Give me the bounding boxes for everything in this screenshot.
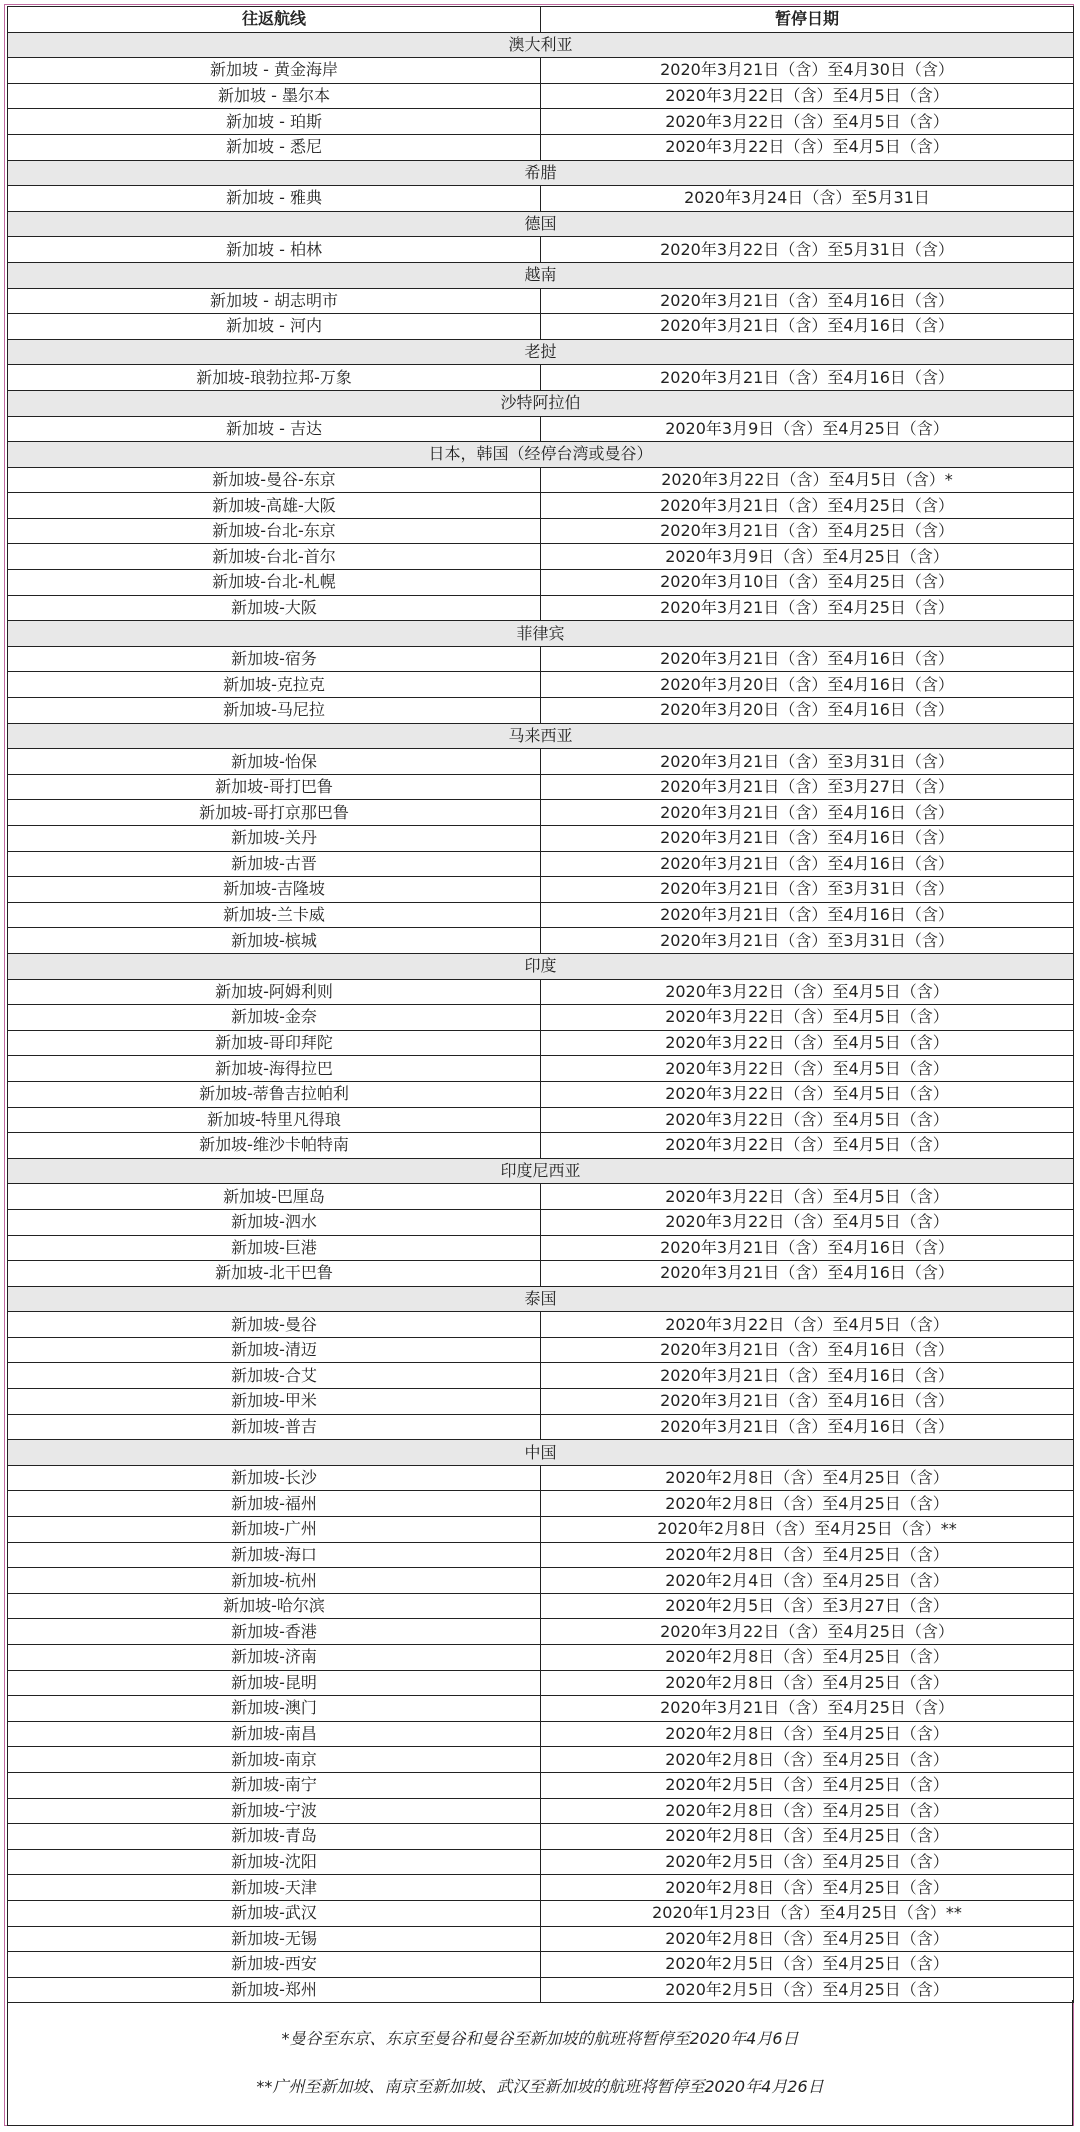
period-cell: 2020年3月22日（含）至4月5日（含） [541,1133,1074,1159]
route-cell: 新加坡-台北-东京 [8,518,541,544]
period-cell: 2020年2月8日（含）至4月25日（含） [541,1747,1074,1773]
period-cell: 2020年3月22日（含）至4月5日（含） [541,1184,1074,1210]
table-row [8,1414,1074,1440]
route-cell: 新加坡-槟城 [8,928,541,954]
period-cell: 2020年3月21日（含）至4月16日（含） [541,288,1074,314]
period-cell: 2020年2月5日（含）至4月25日（含） [541,1849,1074,1875]
period-cell: 2020年3月24日（含）至5月31日 [541,186,1074,212]
table-row [8,1005,1074,1031]
table-row [8,1363,1074,1389]
period-cell: 2020年3月21日（含）至4月16日（含） [541,1363,1074,1389]
period-cell: 2020年3月21日（含）至4月16日（含） [541,646,1074,672]
period-cell: 2020年3月9日（含）至4月25日（含） [541,416,1074,442]
route-cell: 新加坡-广州 [8,1517,541,1543]
table-row [8,544,1074,570]
table-row [8,1772,1074,1798]
table-row [8,1593,1074,1619]
table-row [8,1977,1074,2003]
route-cell: 新加坡-合艾 [8,1363,541,1389]
period-cell: 2020年3月22日（含）至4月25日（含） [541,1619,1074,1645]
table-row [8,1107,1074,1133]
period-cell: 2020年1月23日（含）至4月25日（含）** [541,1900,1074,1926]
period-cell: 2020年3月21日（含）至3月31日（含） [541,877,1074,903]
period-cell: 2020年3月21日（含）至3月31日（含） [541,749,1074,775]
route-cell: 新加坡-南京 [8,1747,541,1773]
route-cell: 新加坡-宁波 [8,1798,541,1824]
period-cell: 2020年3月21日（含）至4月30日（含） [541,58,1074,84]
period-cell: 2020年2月8日（含）至4月25日（含） [541,1824,1074,1850]
route-cell: 新加坡-哥印拜陀 [8,1030,541,1056]
table-row [8,646,1074,672]
table-row [8,1568,1074,1594]
route-cell: 新加坡-台北-首尔 [8,544,541,570]
table-row [8,1542,1074,1568]
period-cell: 2020年3月21日（含）至4月16日（含） [541,1235,1074,1261]
route-cell: 新加坡-昆明 [8,1670,541,1696]
period-cell: 2020年3月22日（含）至4月5日（含） [541,1312,1074,1338]
route-cell: 新加坡-澳门 [8,1696,541,1722]
period-cell: 2020年3月21日（含）至4月16日（含） [541,800,1074,826]
table-row [8,288,1074,314]
period-cell: 2020年3月22日（含）至4月5日（含） [541,109,1074,135]
region-row [8,32,1074,58]
route-cell: 新加坡 - 黄金海岸 [8,58,541,84]
table-row [8,416,1074,442]
table-row [8,493,1074,519]
table-row [8,1465,1074,1491]
table-row [8,134,1074,160]
route-cell: 新加坡 - 胡志明市 [8,288,541,314]
header-row [8,7,1074,33]
region-label: 印度尼西亚 [8,1158,1074,1184]
route-cell: 新加坡-普吉 [8,1414,541,1440]
period-cell: 2020年3月21日（含）至4月16日（含） [541,851,1074,877]
route-cell: 新加坡-关丹 [8,826,541,852]
route-cell: 新加坡-维沙卡帕特南 [8,1133,541,1159]
route-cell: 新加坡-郑州 [8,1977,541,2003]
route-cell: 新加坡-特里凡得琅 [8,1107,541,1133]
period-cell: 2020年3月21日（含）至4月16日（含） [541,1261,1074,1287]
period-cell: 2020年3月22日（含）至4月5日（含） [541,134,1074,160]
route-cell: 新加坡-台北-札幌 [8,570,541,596]
table-row [8,314,1074,340]
route-cell: 新加坡-巨港 [8,1235,541,1261]
region-label: 澳大利亚 [8,32,1074,58]
region-row [8,160,1074,186]
route-cell: 新加坡-沈阳 [8,1849,541,1875]
period-cell: 2020年3月22日（含）至4月5日（含） [541,1056,1074,1082]
period-cell: 2020年3月22日（含）至4月5日（含） [541,83,1074,109]
period-cell: 2020年3月9日（含）至4月25日（含） [541,544,1074,570]
period-cell: 2020年2月4日（含）至4月25日（含） [541,1568,1074,1594]
period-cell: 2020年2月8日（含）至4月25日（含） [541,1465,1074,1491]
route-cell: 新加坡-天津 [8,1875,541,1901]
table-row [8,826,1074,852]
route-cell: 新加坡-怡保 [8,749,541,775]
table-row [8,851,1074,877]
table-row [8,877,1074,903]
route-cell: 新加坡-武汉 [8,1900,541,1926]
period-cell: 2020年3月22日（含）至4月5日（含） [541,1005,1074,1031]
region-row [8,262,1074,288]
route-cell: 新加坡-南宁 [8,1772,541,1798]
period-cell: 2020年3月21日（含）至4月16日（含） [541,314,1074,340]
table-row [8,1261,1074,1287]
table-row [8,1721,1074,1747]
route-cell: 新加坡-哥打巴鲁 [8,774,541,800]
region-row [8,953,1074,979]
table-row [8,1747,1074,1773]
table-row [8,774,1074,800]
route-cell: 新加坡-泗水 [8,1209,541,1235]
table-row [8,595,1074,621]
route-cell: 新加坡-济南 [8,1645,541,1671]
period-cell: 2020年3月22日（含）至4月5日（含） [541,1081,1074,1107]
route-cell: 新加坡 - 吉达 [8,416,541,442]
table-row [8,1337,1074,1363]
region-row [8,390,1074,416]
route-cell: 新加坡-琅勃拉邦-万象 [8,365,541,391]
table-row [8,1670,1074,1696]
table-row [8,237,1074,263]
route-cell: 新加坡-曼谷-东京 [8,467,541,493]
period-cell: 2020年3月21日（含）至4月16日（含） [541,1414,1074,1440]
period-cell: 2020年3月21日（含）至4月25日（含） [541,493,1074,519]
route-cell: 新加坡-北干巴鲁 [8,1261,541,1287]
period-cell: 2020年3月22日（含）至5月31日（含） [541,237,1074,263]
period-cell: 2020年3月22日（含）至4月5日（含）* [541,467,1074,493]
table-row [8,1517,1074,1543]
period-cell: 2020年2月5日（含）至4月25日（含） [541,1977,1074,2003]
region-label: 泰国 [8,1286,1074,1312]
table-row [8,518,1074,544]
table-row [8,1030,1074,1056]
route-cell: 新加坡-青岛 [8,1824,541,1850]
table-row [8,672,1074,698]
route-cell: 新加坡 - 河内 [8,314,541,340]
period-cell: 2020年3月21日（含）至4月25日（含） [541,518,1074,544]
table-row [8,1491,1074,1517]
table-row [8,1875,1074,1901]
route-cell: 新加坡-甲米 [8,1389,541,1415]
table-row [8,1926,1074,1952]
region-label: 老挝 [8,339,1074,365]
period-cell: 2020年2月5日（含）至3月27日（含） [541,1593,1074,1619]
region-row [8,1158,1074,1184]
route-cell: 新加坡-福州 [8,1491,541,1517]
region-row [8,442,1074,468]
table-body [8,32,1074,2003]
route-cell: 新加坡-哈尔滨 [8,1593,541,1619]
route-cell: 新加坡 - 悉尼 [8,134,541,160]
table-row [8,186,1074,212]
period-cell: 2020年2月8日（含）至4月25日（含） [541,1670,1074,1696]
route-cell: 新加坡-杭州 [8,1568,541,1594]
period-cell: 2020年3月20日（含）至4月16日（含） [541,698,1074,724]
period-cell: 2020年3月21日（含）至4月25日（含） [541,595,1074,621]
route-cell: 新加坡-克拉克 [8,672,541,698]
table-row [8,58,1074,84]
route-cell: 新加坡-海口 [8,1542,541,1568]
table-row [8,1389,1074,1415]
region-label: 越南 [8,262,1074,288]
table-row [8,1056,1074,1082]
header-period: 暂停日期 [541,7,1074,33]
period-cell: 2020年3月22日（含）至4月5日（含） [541,979,1074,1005]
region-row [8,211,1074,237]
route-cell: 新加坡-无锡 [8,1926,541,1952]
footnote-1: *曼谷至东京、东京至曼谷和曼谷至新加坡的航班将暂停至2020年4月6日 [281,2029,799,2048]
route-cell: 新加坡-宿务 [8,646,541,672]
route-cell: 新加坡-吉隆坡 [8,877,541,903]
period-cell: 2020年2月5日（含）至4月25日（含） [541,1772,1074,1798]
footnote-2: **广州至新加坡、南京至新加坡、武汉至新加坡的航班将暂停至2020年4月26日 [256,2077,824,2096]
table-row [8,1849,1074,1875]
period-cell: 2020年2月8日（含）至4月25日（含） [541,1721,1074,1747]
period-cell: 2020年2月8日（含）至4月25日（含） [541,1875,1074,1901]
table-row [8,109,1074,135]
region-row [8,621,1074,647]
route-cell: 新加坡 - 柏林 [8,237,541,263]
region-row [8,723,1074,749]
table-row [8,1952,1074,1978]
route-cell: 新加坡-海得拉巴 [8,1056,541,1082]
route-cell: 新加坡-清迈 [8,1337,541,1363]
footnotes [7,2000,1073,2126]
table-row [8,1696,1074,1722]
table-row [8,365,1074,391]
route-cell: 新加坡-兰卡威 [8,902,541,928]
table-row [8,800,1074,826]
period-cell: 2020年2月8日（含）至4月25日（含） [541,1926,1074,1952]
table-row [8,1184,1074,1210]
region-label: 马来西亚 [8,723,1074,749]
route-cell: 新加坡-香港 [8,1619,541,1645]
route-cell: 新加坡-金奈 [8,1005,541,1031]
region-row [8,1440,1074,1466]
route-cell: 新加坡-蒂鲁吉拉帕利 [8,1081,541,1107]
table-row [8,1824,1074,1850]
table-header [8,7,1074,33]
suspension-table-wrapper [7,6,1073,2003]
region-label: 菲律宾 [8,621,1074,647]
table-row [8,902,1074,928]
route-cell: 新加坡-曼谷 [8,1312,541,1338]
table-row [8,83,1074,109]
period-cell: 2020年3月21日（含）至3月27日（含） [541,774,1074,800]
table-row [8,1235,1074,1261]
region-label: 德国 [8,211,1074,237]
table-row [8,1209,1074,1235]
period-cell: 2020年2月8日（含）至4月25日（含） [541,1491,1074,1517]
region-label: 希腊 [8,160,1074,186]
table-row [8,979,1074,1005]
region-row [8,1286,1074,1312]
period-cell: 2020年3月21日（含）至4月25日（含） [541,1696,1074,1722]
period-cell: 2020年3月22日（含）至4月5日（含） [541,1107,1074,1133]
period-cell: 2020年3月10日（含）至4月25日（含） [541,570,1074,596]
route-cell: 新加坡-古晋 [8,851,541,877]
route-cell: 新加坡-长沙 [8,1465,541,1491]
period-cell: 2020年3月21日（含）至4月16日（含） [541,826,1074,852]
header-route: 往返航线 [8,7,541,33]
region-label: 印度 [8,953,1074,979]
route-cell: 新加坡-南昌 [8,1721,541,1747]
region-label: 日本，韩国（经停台湾或曼谷） [8,442,1074,468]
period-cell: 2020年3月22日（含）至4月5日（含） [541,1030,1074,1056]
route-cell: 新加坡-哥打京那巴鲁 [8,800,541,826]
route-cell: 新加坡-阿姆利则 [8,979,541,1005]
table-row [8,1133,1074,1159]
region-label: 沙特阿拉伯 [8,390,1074,416]
route-cell: 新加坡-高雄-大阪 [8,493,541,519]
table-row [8,1798,1074,1824]
table-row [8,1900,1074,1926]
table-row [8,1619,1074,1645]
table-row [8,1312,1074,1338]
table-row [8,1081,1074,1107]
period-cell: 2020年3月21日（含）至3月31日（含） [541,928,1074,954]
route-cell: 新加坡-巴厘岛 [8,1184,541,1210]
route-cell: 新加坡-西安 [8,1952,541,1978]
period-cell: 2020年2月5日（含）至4月25日（含） [541,1952,1074,1978]
route-cell: 新加坡 - 墨尔本 [8,83,541,109]
route-cell: 新加坡 - 雅典 [8,186,541,212]
period-cell: 2020年3月21日（含）至4月16日（含） [541,902,1074,928]
region-row [8,339,1074,365]
period-cell: 2020年3月20日（含）至4月16日（含） [541,672,1074,698]
period-cell: 2020年3月21日（含）至4月16日（含） [541,1337,1074,1363]
period-cell: 2020年3月21日（含）至4月16日（含） [541,365,1074,391]
period-cell: 2020年2月8日（含）至4月25日（含）** [541,1517,1074,1543]
suspension-table [7,6,1074,2003]
table-row [8,570,1074,596]
route-cell: 新加坡-大阪 [8,595,541,621]
table-row [8,1645,1074,1671]
period-cell: 2020年3月22日（含）至4月5日（含） [541,1209,1074,1235]
period-cell: 2020年2月8日（含）至4月25日（含） [541,1645,1074,1671]
period-cell: 2020年2月8日（含）至4月25日（含） [541,1798,1074,1824]
table-row [8,749,1074,775]
route-cell: 新加坡 - 珀斯 [8,109,541,135]
period-cell: 2020年3月21日（含）至4月16日（含） [541,1389,1074,1415]
region-label: 中国 [8,1440,1074,1466]
table-row [8,928,1074,954]
route-cell: 新加坡-马尼拉 [8,698,541,724]
table-row [8,467,1074,493]
table-row [8,698,1074,724]
period-cell: 2020年2月8日（含）至4月25日（含） [541,1542,1074,1568]
